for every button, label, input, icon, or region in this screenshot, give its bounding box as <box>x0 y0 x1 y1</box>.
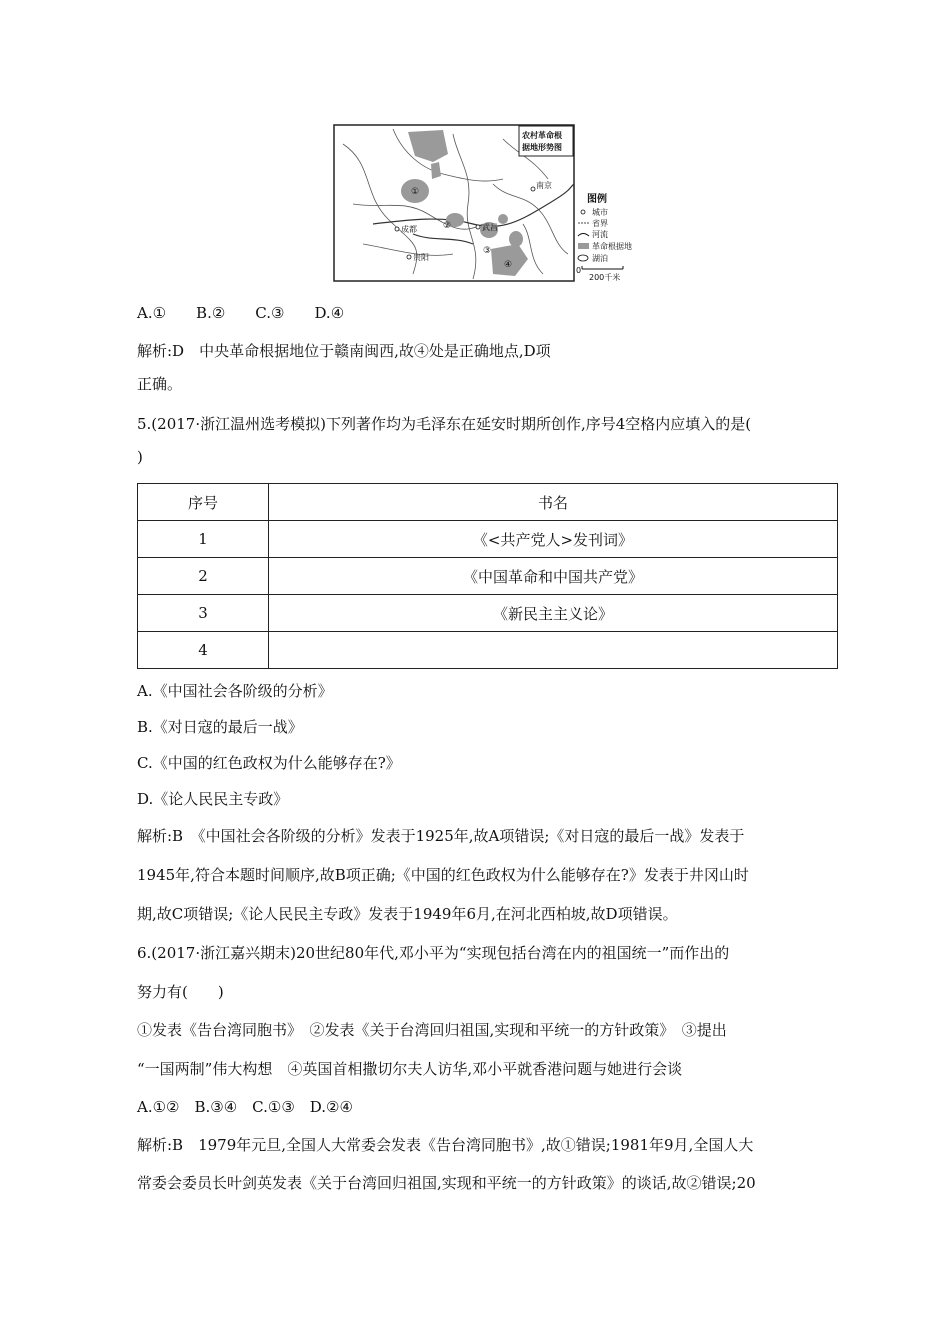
q6-options: A.①② B.③④ C.①③ D.②④ <box>137 1098 353 1116</box>
q6-analysis-line1: 解析:B 1979年元旦,全国人大常委会发表《告台湾同胞书》,故①错误;1981年9月,全国人大 <box>137 1136 754 1154</box>
city-nanjing: 南京 <box>536 181 552 190</box>
q5-option-a: A.《中国社会各阶级的分析》 <box>137 682 333 700</box>
marker-2: ② <box>443 221 452 231</box>
row-title: 《中国革命和中国共产党》 <box>269 558 838 595</box>
q5-stem-line1: 5.(2017·浙江温州选考模拟)下列著作均为毛泽东在延安时期所创作,序号4空格内应填入的是( <box>137 415 752 433</box>
table-row <box>138 521 838 558</box>
q5-analysis-line1: 解析:B 《中国社会各阶级的分析》发表于1925年,故A项错误;《对日寇的最后一战》发表于 <box>137 827 745 845</box>
row-number: 1 <box>138 521 269 558</box>
q4-options: A.① B.② C.③ D.④ <box>137 304 345 322</box>
marker-4: ④ <box>504 260 513 270</box>
row-title: 《新民主主义论》 <box>269 595 838 632</box>
legend-lake: 湖泊 <box>592 254 608 263</box>
legend-city: 城市 <box>592 208 608 217</box>
legend-base-area: 革命根据地 <box>592 242 632 251</box>
q6-analysis-line2: 常委会委员长叶剑英发表《关于台湾回归祖国,实现和平统一的方针政策》的谈话,故②错误;20 <box>137 1174 756 1192</box>
row-title: 《<共产党人>发刊词》 <box>269 521 838 558</box>
q6-items-line1: ①发表《告台湾同胞书》 ②发表《关于台湾回归祖国,实现和平统一的方针政策》 ③提出 <box>137 1021 727 1039</box>
q5-option-d: D.《论人民民主专政》 <box>137 790 289 808</box>
q6-items-line2: “一国两制”伟大构想 ④英国首相撒切尔夫人访华,邓小平就香港问题与她进行会谈 <box>137 1060 683 1078</box>
q4-analysis-line1: 解析:D 中央革命根据地位于赣南闽西,故④处是正确地点,D项 <box>137 342 551 360</box>
legend-river: 河流 <box>592 230 608 239</box>
q5-analysis-line3: 期,故C项错误;《论人民民主专政》发表于1949年6月,在河北西柏坡,故D项错误。 <box>137 905 678 923</box>
row-title-blank <box>269 632 838 669</box>
map-title-line2: 据地形势图 <box>522 143 562 152</box>
header-number: 序号 <box>138 484 269 521</box>
q5-option-c: C.《中国的红色政权为什么能够存在?》 <box>137 754 401 772</box>
legend-title: 图例 <box>587 194 607 205</box>
row-number: 2 <box>138 558 269 595</box>
q4-analysis-line2: 正确。 <box>137 375 183 393</box>
table-row <box>138 595 838 632</box>
works-table <box>137 483 838 669</box>
table-row <box>138 632 838 669</box>
table-header-row <box>138 484 838 521</box>
marker-3: ③ <box>483 246 492 256</box>
table-row <box>138 558 838 595</box>
city-chengdu: 成都 <box>401 225 417 234</box>
q5-analysis-line2: 1945年,符合本题时间顺序,故B项正确;《中国的红色政权为什么能够存在?》发表于井冈山时 <box>137 866 749 884</box>
row-number: 3 <box>138 595 269 632</box>
map-title-line1: 农村革命根 <box>522 131 562 140</box>
legend-province-border: 省界 <box>592 219 608 228</box>
q6-stem-line2: 努力有( ) <box>137 983 224 1001</box>
city-wuchang: 武昌 <box>482 223 498 232</box>
q6-stem-line1: 6.(2017·浙江嘉兴期末)20世纪80年代,邓小平为“实现包括台湾在内的祖国统一”而作出的 <box>137 944 730 962</box>
header-title: 书名 <box>269 484 838 521</box>
scale-label: 200千米 <box>589 273 621 282</box>
marker-1: ① <box>411 187 420 197</box>
row-number: 4 <box>138 632 269 669</box>
city-guiyang: 贵阳 <box>413 253 429 262</box>
scale-zero: 0 <box>576 266 582 275</box>
q5-stem-line2: ) <box>137 448 143 466</box>
revolutionary-base-map <box>333 124 643 284</box>
q5-option-b: B.《对日寇的最后一战》 <box>137 718 303 736</box>
